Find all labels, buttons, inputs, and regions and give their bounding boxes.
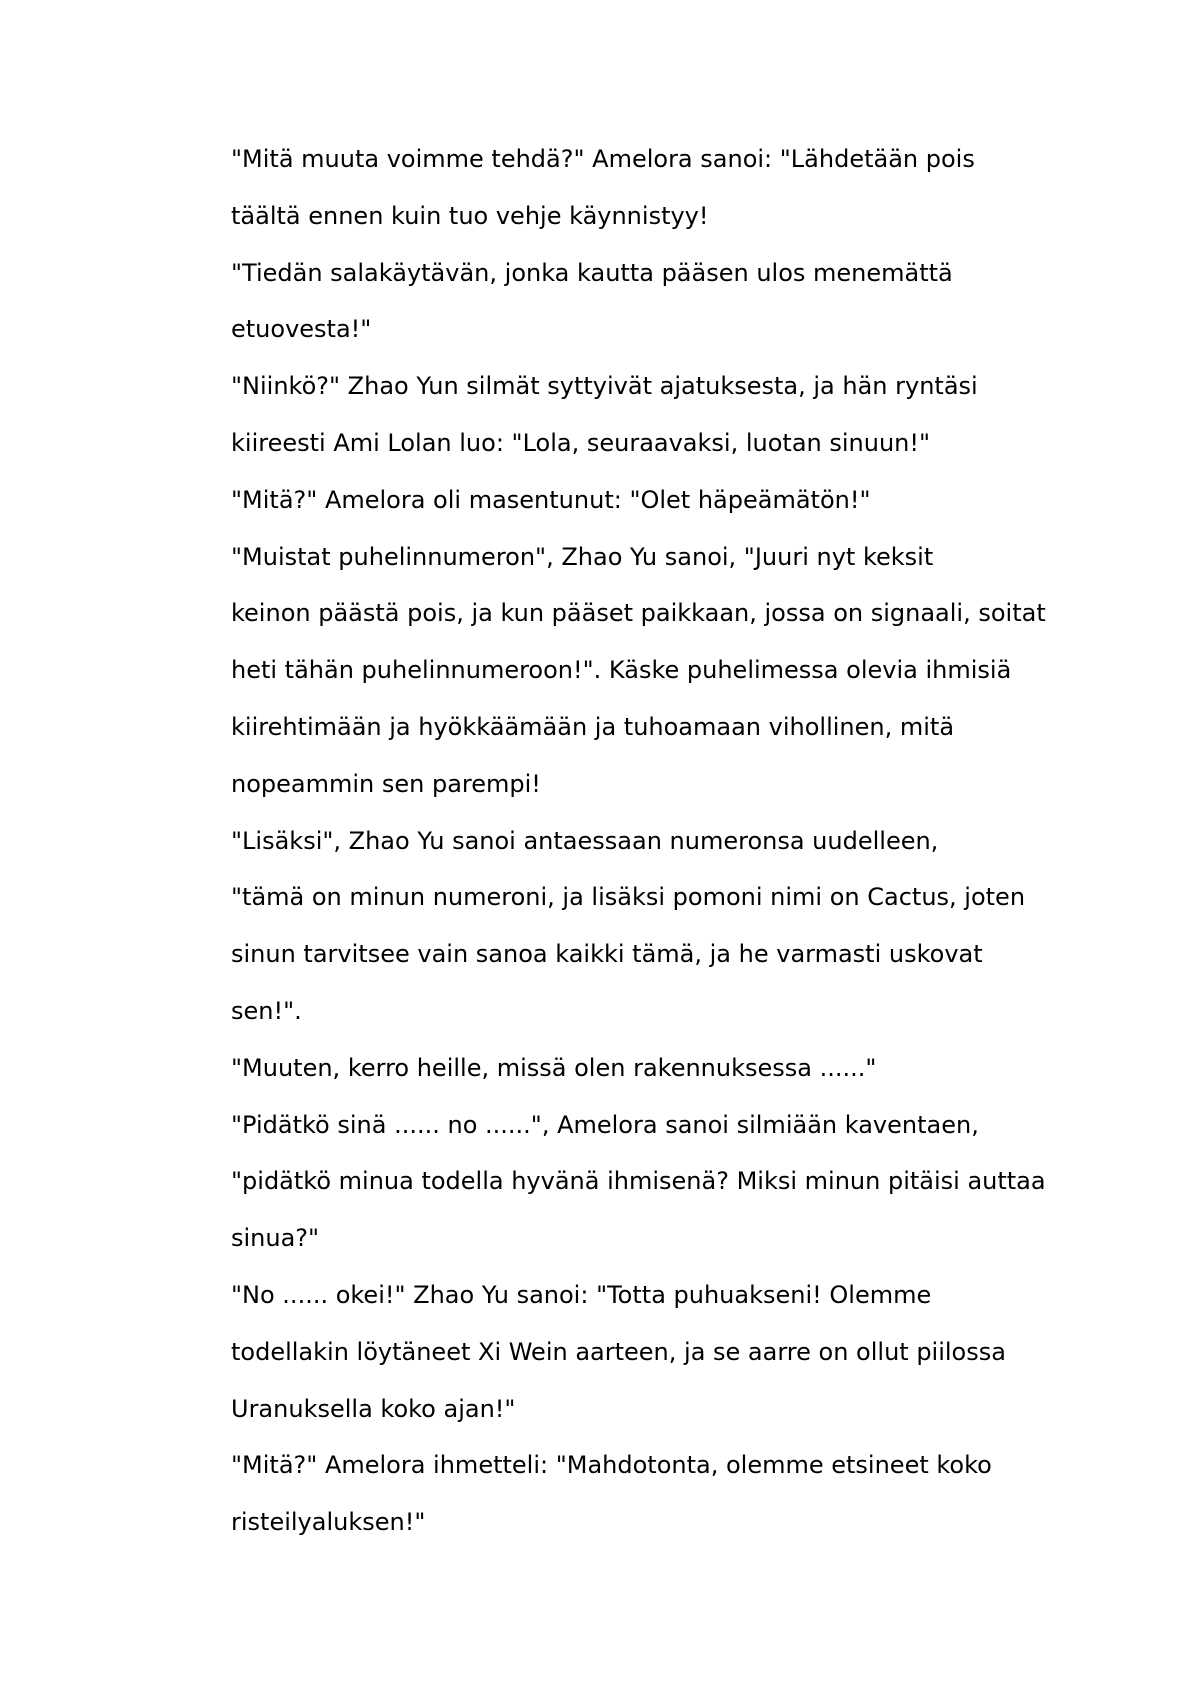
text-line: heti tähän puhelinnumeroon!". Käske puhelimessa olevia ihmisiä bbox=[231, 656, 1012, 685]
paragraph bbox=[183, 358, 1023, 472]
text-line: kiireesti Ami Lolan luo: "Lola, seuraavaksi, luotan sinuun!" bbox=[231, 428, 931, 457]
paragraph bbox=[183, 813, 1026, 1040]
text-line: Uranuksella koko ajan!" bbox=[231, 1394, 516, 1423]
paragraph bbox=[183, 1267, 1023, 1437]
paragraph bbox=[183, 245, 1023, 359]
text-line: "Lisäksi", Zhao Yu sanoi antaessaan numeronsa uudelleen, bbox=[231, 826, 939, 855]
text-line: "Niinkö?" Zhao Yun silmät syttyivät ajatuksesta, ja hän ryntäsi bbox=[231, 372, 978, 401]
paragraph bbox=[183, 529, 1046, 813]
paragraph bbox=[183, 1040, 1023, 1097]
text-line: "Pidätkö sinä ...... no ......", Amelora sanoi silmiään kaventaen, bbox=[231, 1110, 979, 1139]
text-line: "tämä on minun numeroni, ja lisäksi pomoni nimi on Cactus, joten bbox=[231, 883, 1026, 912]
text-line: sinun tarvitsee vain sanoa kaikki tämä, ja he varmasti uskovat bbox=[231, 940, 983, 969]
text-line: "pidätkö minua todella hyvänä ihmisenä? Miksi minun pitäisi auttaa bbox=[231, 1167, 1046, 1196]
paragraph bbox=[183, 131, 1023, 245]
text-line: "Muuten, kerro heille, missä olen rakennuksessa ......" bbox=[231, 1053, 877, 1082]
text-line: todellakin löytäneet Xi Wein aarteen, ja se aarre on ollut piilossa bbox=[231, 1337, 1006, 1366]
text-line: sinua?" bbox=[231, 1224, 320, 1253]
text-line: "Mitä?" Amelora oli masentunut: "Olet häpeämätön!" bbox=[231, 485, 871, 514]
text-line: täältä ennen kuin tuo vehje käynnistyy! bbox=[231, 201, 709, 230]
text-line: sen!". bbox=[231, 996, 302, 1025]
text-line: "Mitä muuta voimme tehdä?" Amelora sanoi: "Lähdetään pois bbox=[231, 145, 975, 173]
paragraph bbox=[183, 1437, 1023, 1551]
text-line: nopeammin sen parempi! bbox=[231, 769, 541, 798]
text-line: "Mitä?" Amelora ihmetteli: "Mahdotonta, olemme etsineet koko bbox=[231, 1451, 992, 1480]
text-line: "Tiedän salakäytävän, jonka kautta pääsen ulos menemättä bbox=[231, 258, 953, 287]
text-line: kiirehtimään ja hyökkäämään ja tuhoamaan vihollinen, mitä bbox=[231, 712, 955, 741]
paragraph bbox=[183, 1097, 1046, 1267]
text-line: keinon päästä pois, ja kun pääset paikkaan, jossa on signaali, soitat bbox=[231, 599, 1046, 628]
text-line: etuovesta!" bbox=[231, 315, 372, 344]
document-body bbox=[183, 131, 1046, 1551]
text-line: "No ...... okei!" Zhao Yu sanoi: "Totta puhuakseni! Olemme bbox=[231, 1280, 932, 1309]
text-line: risteilyaluksen!" bbox=[231, 1508, 426, 1537]
paragraph bbox=[183, 472, 1023, 529]
text-line: "Muistat puhelinnumeron", Zhao Yu sanoi, "Juuri nyt keksit bbox=[231, 542, 934, 571]
